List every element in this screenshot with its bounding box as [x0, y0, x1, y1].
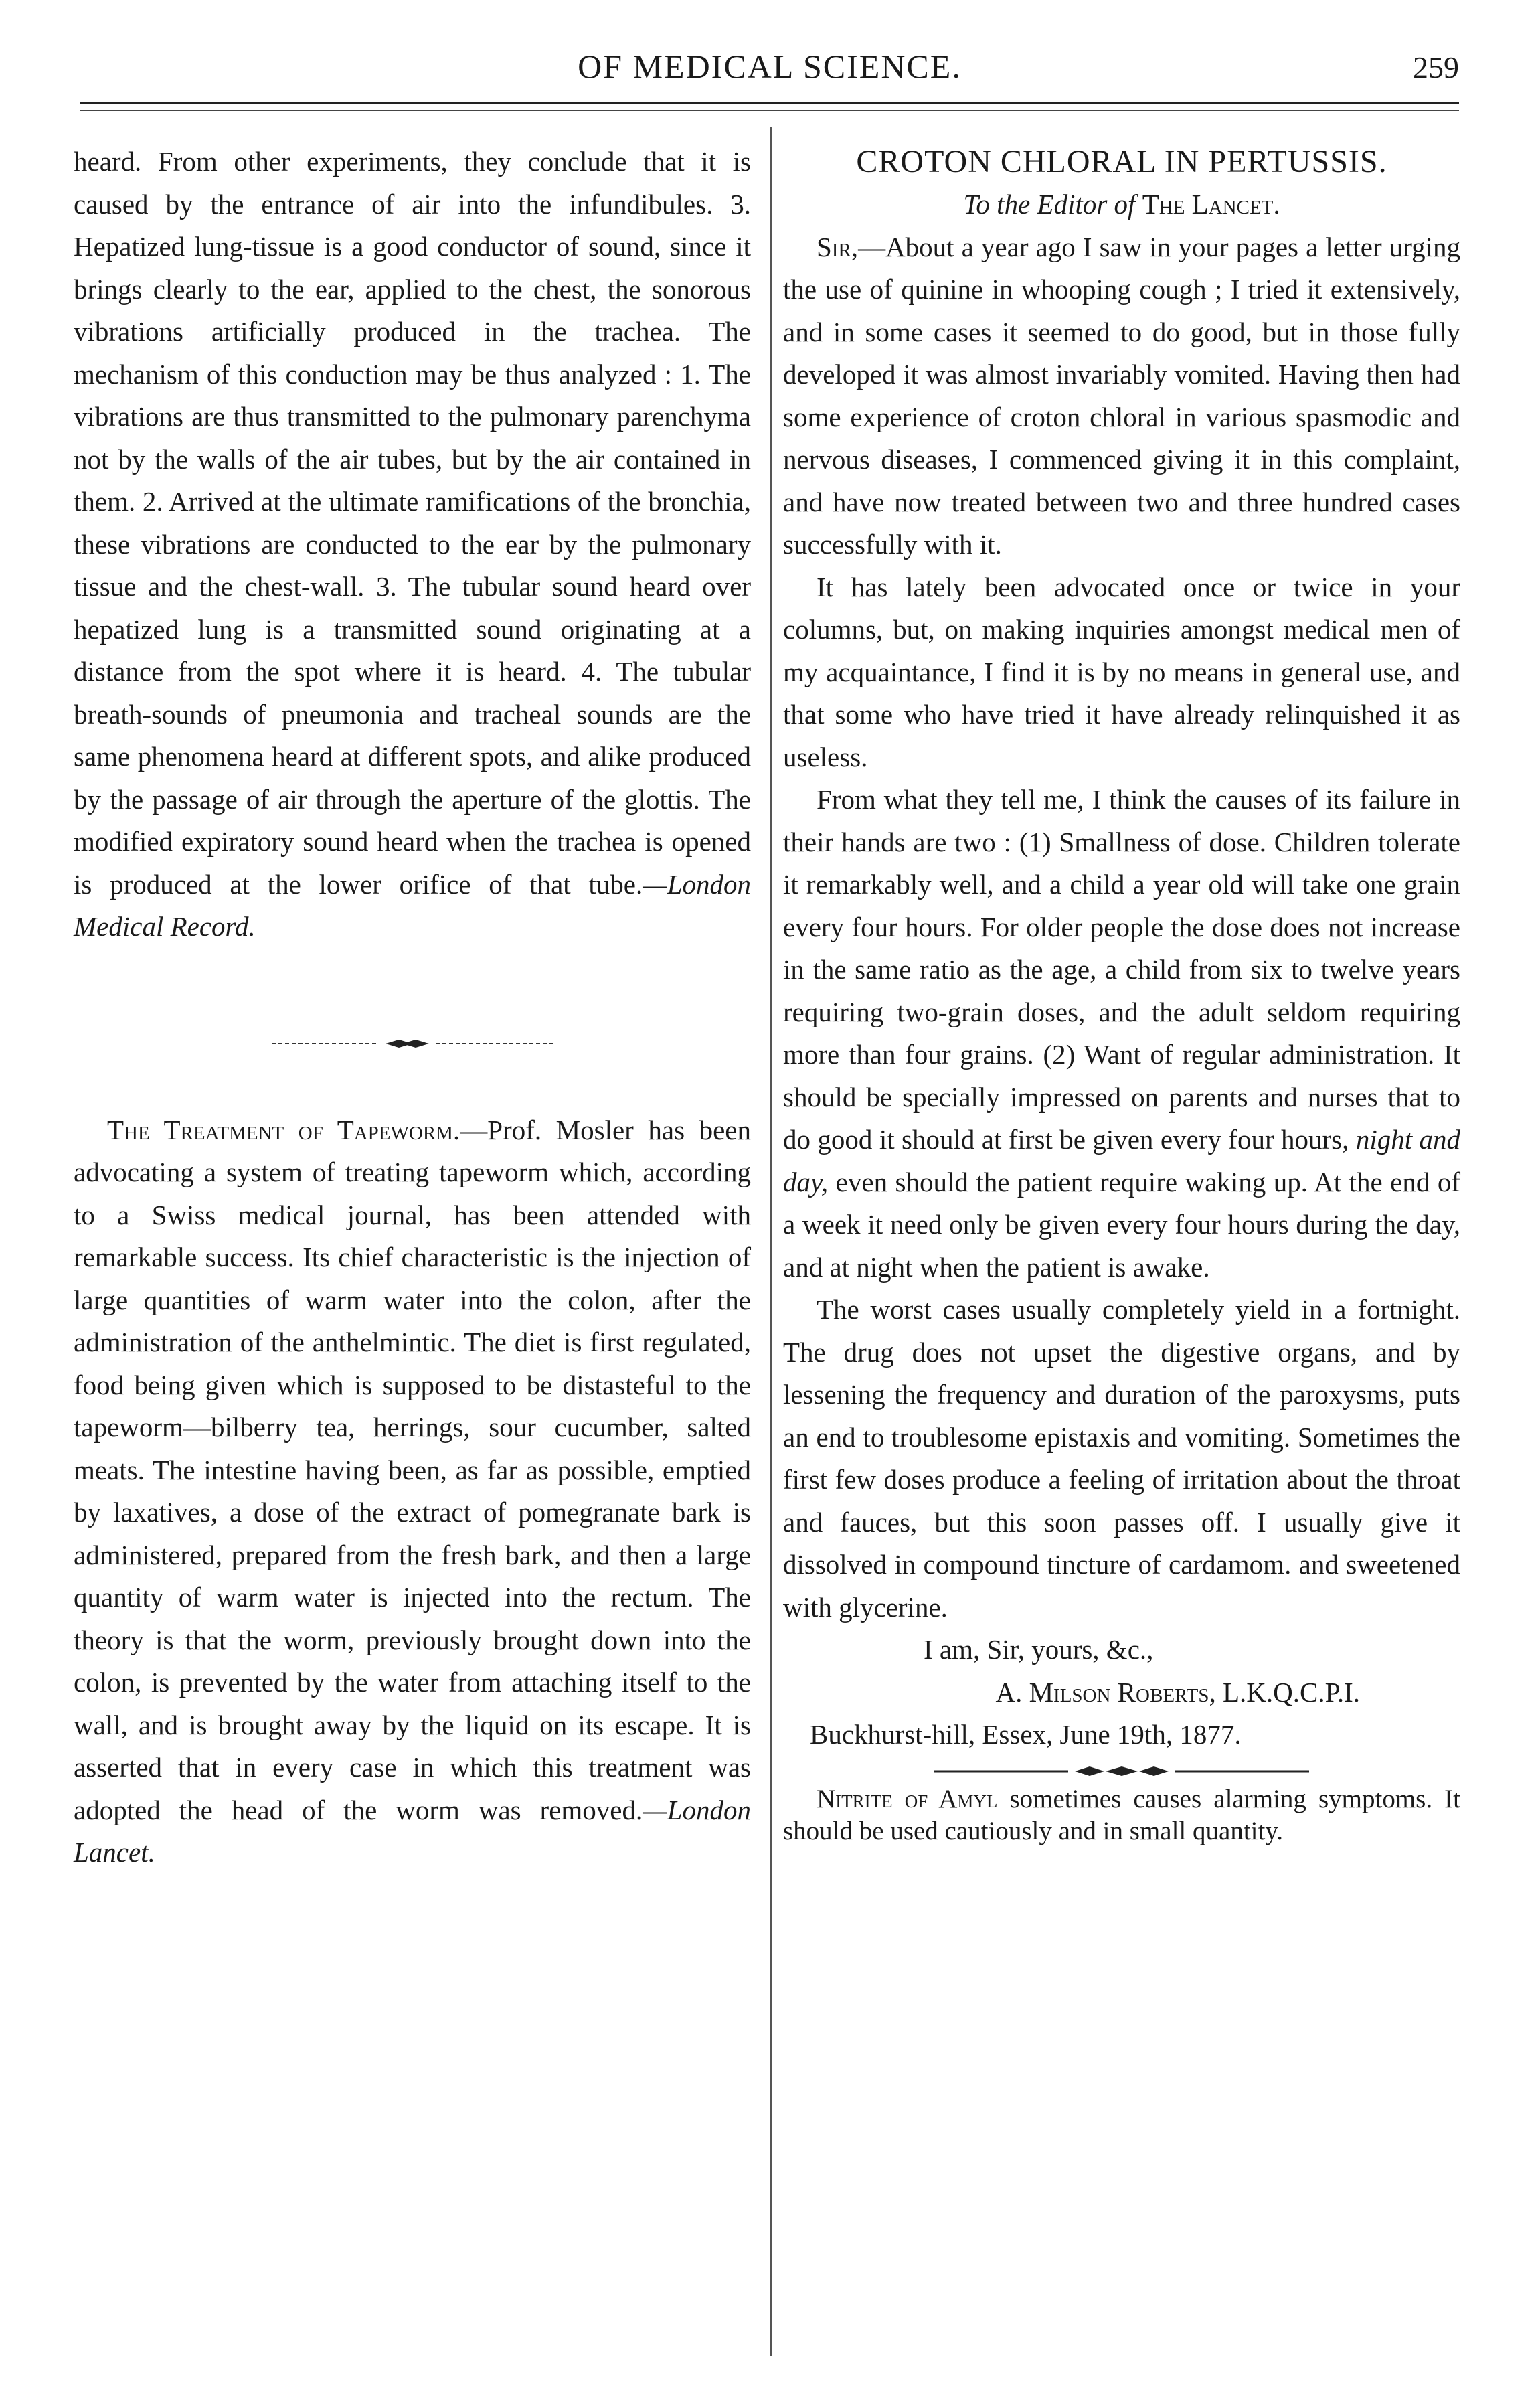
- to-editor-journal: The Lancet.: [1142, 189, 1280, 220]
- running-title: OF MEDICAL SCIENCE.: [578, 48, 962, 85]
- header-rule: [80, 102, 1459, 104]
- to-editor-line: [783, 183, 1460, 226]
- page-number: 259: [1413, 50, 1459, 84]
- croton-paragraph-4: The worst cases usually completely yield in a fortnight. The drug does not upset the digestive organs, and by lessening the frequency and duration of the paroxysms, puts an end to troublesome epistaxis and vomiting. Sometimes the first few doses produce a feeling of irritation about the throat and fauces, but this soon passes off. I usually give it dissolved in compound tincture of cardamom. and sweetened with glycerine.: [783, 1294, 1460, 1623]
- croton-article-title: CROTON CHLORAL IN PERTUSSIS.: [856, 144, 1387, 179]
- croton-paragraph-1-text: —About a year ago I saw in your pages a letter urging the use of quinine in whooping cough ; I tried it extensively, and in some cases it seemed to do good, but in those fully developed it was almost invariably vomited. Having then had some experience of croton chloral in various spasmodic and nervous diseases, I commenced giving it in this complaint, and have now treated between two and three hundred cases successfully with it.: [783, 231, 1460, 560]
- croton-paragraph-3: [783, 778, 1460, 1289]
- closing: I am, Sir, yours, &c.,: [924, 1634, 1154, 1665]
- salutation: Sir,: [817, 231, 859, 262]
- section-ornament-right: [783, 1756, 1460, 1783]
- tapeworm-article: [74, 1109, 751, 1874]
- nitrite-note: [783, 1783, 1460, 1847]
- left-column: [74, 141, 751, 1874]
- to-editor-prefix: To the Editor of: [963, 189, 1136, 220]
- croton-paragraph-3-italic: night and day,: [783, 1124, 1461, 1198]
- spacer: [74, 1062, 751, 1109]
- column-divider: [770, 127, 772, 2356]
- lung-article-text: heard. From other experiments, they conclude that it is caused by the entrance of air into the infundibules. 3. Hepatized lung-tissue is a good conductor of sound, since it brings clearly to the ear, applied to the chest, the sonorous vibrations artificially produced in the trachea. The mechanism of this conduction may be thus analyzed : 1. The vibrations are thus transmitted to the pulmonary parenchyma not by the walls of the air tubes, but by the air contained in them. 2. Arrived at the ultimate ramifications of the bronchia, these vibrations are conducted to the ear by the pulmonary tissue and the chest-wall. 3. The tubular sound heard over hepatized lung is a transmitted sound originating at a distance from the spot where it is heard. 4. The tubular breath-sounds of pneumonia and tracheal sounds are the same phenomena heard at different spots, and alike produced by the passage of air through the aperture of the glottis. The modified expiratory sound heard when the trachea is opened is produced at the lower orifice of that tube.: [74, 146, 751, 900]
- section-ornament: [74, 1022, 751, 1062]
- ornament-rule-icon: [272, 1037, 553, 1050]
- tapeworm-heading: The Treatment of Tapeworm.: [107, 1114, 460, 1145]
- croton-paragraph-3a: From what they tell me, I think the causes of its failure in their hands are two : (1) Smallness of dose. Children tolerate it remarkably well, and a child a year old will take one grain every four hours. For older people the dose does not increase in the same ratio as the age, a child from six to twelve years requiring two-grain doses, and the adult seldom requiring more than four grains. (2) Want of regular administration. It should be specially impressed on parents and nurses that to do good it should at first be given every four hours,: [783, 784, 1460, 1155]
- nitrite-heading: Nitrite of Amyl: [817, 1784, 998, 1813]
- lung-article-continuation: [74, 141, 751, 949]
- nitrite-text: sometimes causes alarming symptoms. It should be used cautiously and in small quantity.: [783, 1784, 1461, 1845]
- place-date: Buckhurst-hill, Essex, June 19th, 1877.: [810, 1719, 1242, 1750]
- lung-article-source: —London Medical Record.: [74, 868, 751, 942]
- croton-paragraph-3b: even should the patient require waking up. At the end of a week it need only be given every four hours during the day, and at night when the patient is awake.: [783, 1166, 1461, 1283]
- signature: A. Milson Roberts, L.K.Q.C.P.I.: [995, 1676, 1360, 1708]
- croton-paragraph-1: [783, 226, 1460, 566]
- right-column: [783, 141, 1460, 1847]
- running-head: [80, 42, 1459, 95]
- croton-paragraph-2: It has lately been advocated once or twice in your columns, but, on making inquiries amongst medical men of my acquaintance, I find it is by no means in general use, and that some who have tried it have already relinquished it as useless.: [783, 571, 1460, 772]
- spacer: [74, 949, 751, 1022]
- tapeworm-text: —Prof. Mosler has been advocating a system of treating tapeworm which, according to a Swiss medical journal, has been attended with remarkable success. Its chief characteristic is the injection of large quantities of warm water into the colon, after the administration of the anthelmintic. The diet is first regulated, food being given which is supposed to be distasteful to the tapeworm—bilberry tea, herrings, sour cucumber, salted meats. The intestine having been, as far as possible, emptied by laxatives, a dose of the extract of pomegranate bark is administered, prepared from the fresh bark, and then a large quantity of warm water is injected into the rectum. The theory is that the worm, previously brought down into the colon, is prevented by the water from attaching itself to the wall, and is brought away by the liquid on its escape. It is asserted that in every case in which this treatment was adopted the head of the worm was removed.: [74, 1114, 751, 1825]
- tapeworm-source: —London Lancet.: [74, 1794, 751, 1868]
- header-rule-thin: [80, 110, 1459, 111]
- ornament-rule-icon: [934, 1764, 1309, 1778]
